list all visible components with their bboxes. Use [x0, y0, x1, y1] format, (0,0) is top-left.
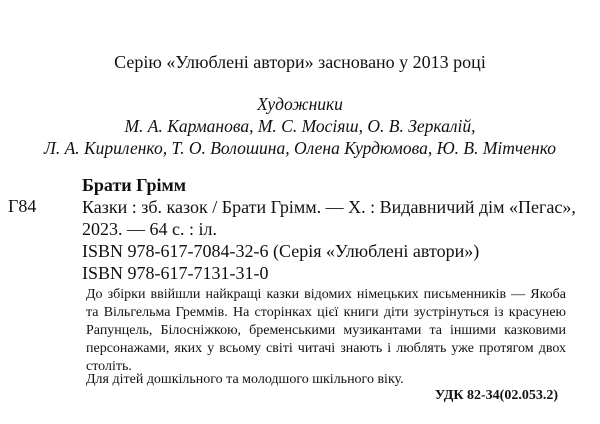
bibliographic-line-1: Казки : зб. казок / Брати Грімм. — Х. : Видавничий дім «Пегас», [82, 197, 576, 217]
series-note: Серію «Улюблені автори» засновано у 2013 році [114, 52, 486, 72]
classification-code: Г84 [8, 196, 37, 216]
audience-note: Для дітей дошкільного та молодшого шкільного віку. [86, 372, 404, 387]
artists-line-2: Л. А. Кириленко, Т. О. Волошина, Олена Курдюмова, Ю. В. Мітченко [44, 138, 556, 158]
artists-heading: Художники [257, 94, 343, 114]
bibliographic-line-2: 2023. — 64 с. : іл. [82, 219, 217, 239]
artists-line-1: М. А. Карманова, М. С. Мосіяш, О. В. Зеркалій, [124, 116, 476, 136]
isbn-book: ISBN 978-617-7131-31-0 [82, 263, 269, 283]
author-heading: Брати Грімм [82, 175, 187, 195]
udk-code: УДК 82-34(02.053.2) [434, 388, 558, 403]
isbn-series: ISBN 978-617-7084-32-6 (Серія «Улюблені автори») [82, 241, 480, 261]
annotation-paragraph: До збірки ввійшли найкращі казки відомих німецьких письменників — Якоба та Вільгельма Греммів. На сторінках цієї книги діти зустрінуться із красунею Рапунцель, Білосніжкою, бременськими музикантами та іншими казковими персонажами, яких у всьому світі читачі знають і люблять уже протягом двох століть. [86, 287, 566, 374]
